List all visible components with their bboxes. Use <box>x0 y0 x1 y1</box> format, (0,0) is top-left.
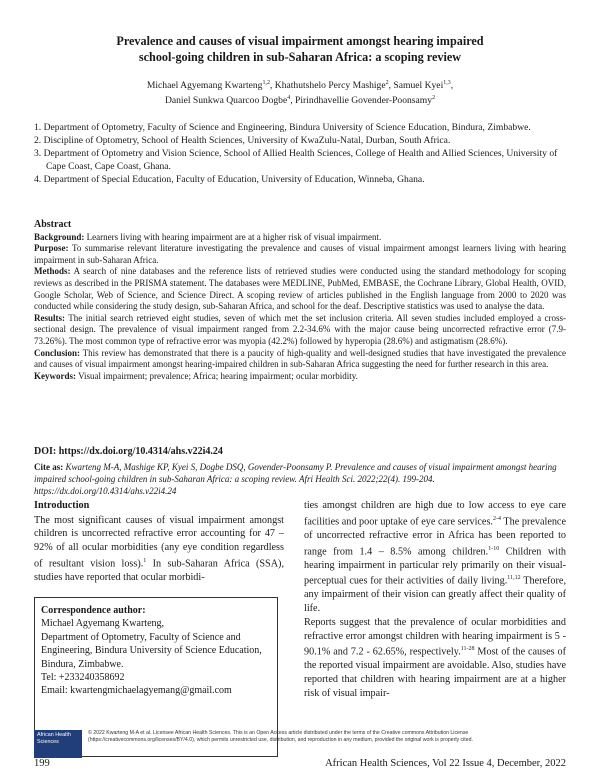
purpose-text: To summarise relevant literature investigating the prevalence and causes of visual impairment amongst learners living with hearing impairment in sub-Saharan Africa. <box>34 243 566 265</box>
results-label: Results: <box>34 312 65 323</box>
rp1-a: ties amongst children are high due to low access to eye care facilities and poor uptake of eye care services. <box>304 500 566 528</box>
conclusion-text: This review has demonstrated that there is a paucity of high-quality and well-designed studies that have investigated the prevalence and causes of visual impairment amongst hearing-impaired children in sub-Saharan Africa suggesting the need for further research in this area. <box>34 347 566 370</box>
title-line-1: Prevalence and causes of visual impairment amongst hearing impaired <box>116 34 484 48</box>
right-column <box>304 499 566 700</box>
abstract-heading: Abstract <box>34 219 72 230</box>
left-column <box>34 499 284 585</box>
abstract-results <box>34 313 566 348</box>
license-text: © 2022 Kwarteng M-A et al. Licensee African Health Sciences. This is an Open Access article distributed under the terms of the Creative commons Attribution License (https://creativecommons.org/licenses/BY/4.0), which permits unrestricted use, distribution, and reproduction in any medium, provided the original work is properly cited. <box>88 730 473 743</box>
author-2: Khathutshelo Percy Mashige <box>274 80 386 92</box>
author-3-sup: 1,3 <box>443 80 451 86</box>
results-text: The initial search retrieved eight studies, seven of which met the set inclusion criteria. All seven studies included employed a cross-sectional design. The prevalence of visual impairment ranged from 2.2-34.6% with the major cause being uncorrected refractive error (7.9-73.26%). The most common type of refractive error was myopia (42.2%) followed by hyperopia (28.6%) and astigmatism (28.6%). <box>34 312 566 346</box>
methods-text: A search of nine databases and the reference lists of retrieved studies were conducted using the standard methodology for scoping reviews as described in the PRISMA statement. The databases were MEDLINE, PubMed, EMBASE, the Cochrane Library, Global Health, OVID, Google Scholar, Web of Science, and Science Direct. A scoping review of articles published in the English language from 2000 to 2020 was conducted while considering the study design, sub-Saharan Africa, and school for the deaf. Descriptive statistics was used to analyse the data. <box>34 266 566 312</box>
intro-text-b: In sub-Saharan Africa (SSA), studies have reported that ocular morbidi- <box>34 558 284 583</box>
rp1-ref-1: 2-4 <box>492 515 501 522</box>
purpose-label: Purpose: <box>34 243 69 254</box>
right-paragraph-1 <box>304 499 566 616</box>
rp1-b: The prevalence of uncorrected refractive error in Africa has been reported to range from 1.4 – 8.5% among children. <box>304 516 566 557</box>
rp2-b: Most of the causes of the reported visual impairment are avoidable. Also, studies have reported that children with hearing impairment are at a higher risk of visual impair- <box>304 646 566 699</box>
intro-heading: Introduction <box>34 500 90 511</box>
rp1-c: Children with hearing impairment in particular rely primarily on their visual-perceptual cues for their activities of daily living. <box>304 545 566 587</box>
right-paragraph-2 <box>304 616 566 701</box>
affiliation-2: 2. Discipline of Optometry, School of Health Sciences, University of KwaZulu-Natal, Durban, South Africa. <box>34 135 451 146</box>
affiliation-3: 3. Department of Optometry and Vision Science, School of Allied Health Sciences, College of Health and Allied Sciences, University of Cape Coast, Cape Coast, Ghana. <box>34 148 558 172</box>
abstract-conclusion <box>34 348 566 371</box>
page-number: 199 <box>34 758 50 769</box>
author-4-sup: 4 <box>287 95 291 102</box>
correspondence-name: Michael Agyemang Kwarteng, <box>41 618 165 630</box>
author-list: Michael Agyemang Kwarteng$^{1,2}$, Khathutshelo Percy Mashige$^2$, Samuel Kyei$^{1,3}$, Daniel Sunkwa Quarcoo Dogbe$^4$, Pirindhavellie Govender-Poonsamy$^2$ <box>146 80 454 107</box>
abstract-background <box>34 232 566 244</box>
cite-text: Kwarteng M-A, Mashige KP, Kyei S, Dogbe DSQ, Govender-Poonsamy P. Prevalence and causes of visual impairment amongst hearing impaired school-going children in sub-Saharan Africa: a scoping review. Afri Health Sci. 2022;22(4). 199-204. https://dx.doi.org/10.4314/ahs.v22i4.24 <box>34 462 557 496</box>
author-3: Samuel Kyei <box>393 80 444 92</box>
keywords-label: Keywords: <box>34 370 76 381</box>
license-block <box>34 730 566 758</box>
abstract-keywords <box>34 371 566 383</box>
cite-label: Cite as: <box>34 462 64 472</box>
methods-label: Methods: <box>34 266 71 277</box>
conclusion-label: Conclusion: <box>34 347 81 358</box>
rp2-ref: 11-28 <box>460 646 475 653</box>
author-4: Daniel Sunkwa Quarcoo Dogbe <box>164 95 288 107</box>
correspondence-heading: Correspondence author: <box>41 605 146 616</box>
intro-text-a: The most significant causes of visual impairment amongst children is uncorrected refractive error accounting for 47 – 92% of all ocular morbidities (any eye condition regardless of resultant vision loss). <box>34 514 284 570</box>
author-1-sup: 1,2 <box>262 80 270 86</box>
abstract-purpose <box>34 243 566 266</box>
correspondence-email[interactable]: Email: kwartengmichaelagyemang@gmail.com <box>41 685 232 697</box>
journal-footer: African Health Sciences, Vol 22 Issue 4, December, 2022 <box>325 758 566 769</box>
affiliation-1: 1. Department of Optometry, Faculty of Science and Engineering, Bindura University of Science Education, Bindura, Zimbabwe. <box>34 122 531 133</box>
rp1-ref-2: 1-10 <box>488 545 500 552</box>
affiliation-4: 4. Department of Special Education, Faculty of Education, University of Education, Winneba, Ghana. <box>34 174 425 185</box>
author-2-sup: 2 <box>385 80 389 86</box>
rp2-a: Reports suggest that the prevalence of ocular morbidities and refractive error amongst children with hearing impairment is 5 - 90.1% and 7.2 - 62.65%, respectively. <box>304 616 566 658</box>
rp1-d: Therefore, any impairment of their vision can greatly affect their quality of life. <box>304 575 566 615</box>
author-5: Pirindhavellie Govender-Poonsamy <box>295 95 433 107</box>
citation <box>34 461 566 497</box>
abstract <box>34 219 566 382</box>
author-1: Michael Agyemang Kwarteng <box>146 80 263 92</box>
author-5-sup: 2 <box>432 95 436 102</box>
correspondence-address: Department of Optometry, Faculty of Science and Engineering, Bindura University of Science Education, Bindura, Zimbabwe. <box>41 631 262 670</box>
doi-link[interactable]: DOI: https://dx.doi.org/10.4314/ahs.v22i4.24 <box>34 446 223 457</box>
background-text: Learners living with hearing impairment are at a higher risk of visual impairment. <box>84 231 382 242</box>
title-line-2: school-going children in sub-Saharan Africa: a scoping review <box>138 50 462 64</box>
journal-logo: African Health Sciences <box>34 730 82 758</box>
correspondence-phone: Tel: +233240358692 <box>41 672 125 684</box>
intro-ref-1: 1 <box>143 557 147 564</box>
intro-paragraph <box>34 514 284 585</box>
keywords-text: Visual impairment; prevalence; Africa; hearing impairment; ocular morbidity. <box>76 370 358 381</box>
rp1-ref-3: 11,12 <box>507 575 521 582</box>
paper-title <box>60 33 540 65</box>
affiliation-list <box>34 121 566 186</box>
background-label: Background: <box>34 231 85 242</box>
abstract-methods <box>34 266 566 312</box>
